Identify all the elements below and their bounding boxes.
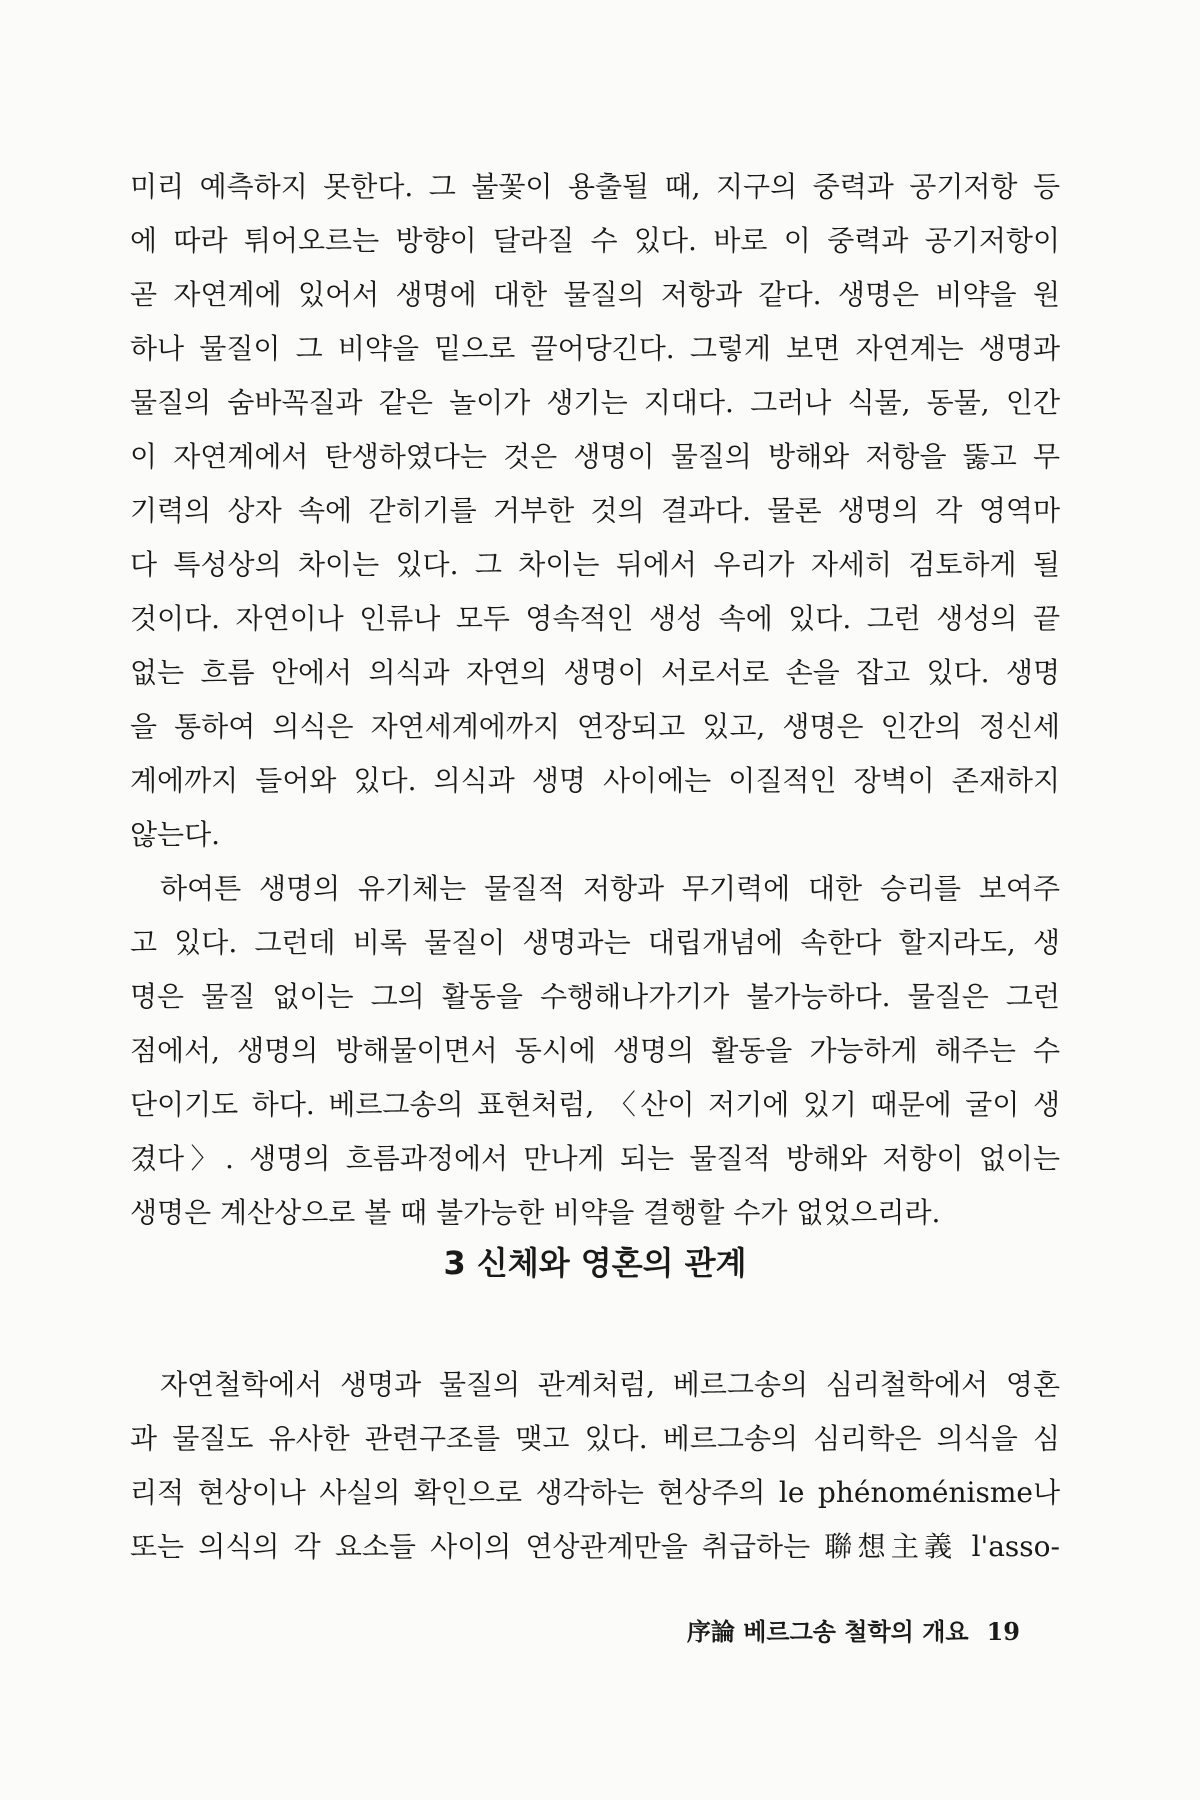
text-line: 단이기도 하다. 베르그송의 표현처럼, 〈산이 저기에 있기 때문에 굴이 생: [130, 1088, 1060, 1121]
text-line: 기력의 상자 속에 갇히기를 거부한 것의 결과다. 물론 생명의 각 영역마: [130, 494, 1060, 527]
text-line: 미리 예측하지 못한다. 그 불꽃이 용출될 때, 지구의 중력과 공기저항 등: [130, 170, 1060, 203]
text-line: 생명은 계산상으로 볼 때 불가능한 비약을 결행할 수가 없었으리라.: [130, 1196, 941, 1229]
text-line: 자연철학에서 생명과 물질의 관계처럼, 베르그송의 심리철학에서 영혼: [160, 1368, 1060, 1401]
text-line: 을 통하여 의식은 자연세계에까지 연장되고 있고, 생명은 인간의 정신세: [130, 710, 1060, 743]
text-line: 없는 흐름 안에서 의식과 자연의 생명이 서로서로 손을 잡고 있다. 생명: [130, 656, 1060, 689]
paragraph-1: [130, 160, 1060, 862]
section-heading: 3 신체와 영혼의 관계: [443, 1244, 747, 1282]
text-line: 과 물질도 유사한 관련구조를 맺고 있다. 베르그송의 심리학은 의식을 심: [130, 1422, 1060, 1455]
body-text: [130, 160, 1060, 1240]
text-line: 하여튼 생명의 유기체는 물질적 저항과 무기력에 대한 승리를 보여주: [160, 872, 1060, 905]
text-line: 고 있다. 그런데 비록 물질이 생명과는 대립개념에 속한다 할지라도, 생: [130, 926, 1060, 959]
text-line: 이 자연계에서 탄생하였다는 것은 생명이 물질의 방해와 저항을 뚫고 무: [130, 440, 1060, 473]
text-line: 겼다〉. 생명의 흐름과정에서 만나게 되는 물질적 방해와 저항이 없이는: [130, 1142, 1060, 1175]
text-line: 않는다.: [130, 818, 221, 851]
page-footer: [687, 1612, 1020, 1652]
text-line: 리적 현상이나 사실의 확인으로 생각하는 현상주의 le phénoménisme나: [130, 1476, 1060, 1509]
text-line: 곧 자연계에 있어서 생명에 대한 물질의 저항과 같다. 생명은 비약을 원: [130, 278, 1060, 311]
paragraph-3: [130, 1358, 1060, 1574]
text-line: 또는 의식의 각 요소들 사이의 연상관계만을 취급하는 聯想主義 l'asso-: [130, 1530, 1060, 1563]
text-line: 에 따라 튀어오르는 방향이 달라질 수 있다. 바로 이 중력과 공기저항이: [130, 224, 1060, 257]
paragraph-2: [130, 862, 1060, 1240]
text-line: 점에서, 생명의 방해물이면서 동시에 생명의 활동을 가능하게 해주는 수: [130, 1034, 1060, 1067]
text-line: 다 특성상의 차이는 있다. 그 차이는 뒤에서 우리가 자세히 검토하게 될: [130, 548, 1060, 581]
text-line: 것이다. 자연이나 인류나 모두 영속적인 생성 속에 있다. 그런 생성의 끝: [130, 602, 1060, 635]
text-line: 물질의 숨바꼭질과 같은 놀이가 생기는 지대다. 그러나 식물, 동물, 인간: [130, 386, 1060, 419]
text-line: 명은 물질 없이는 그의 활동을 수행해나가기가 불가능하다. 물질은 그런: [130, 980, 1060, 1013]
page-number: 19: [986, 1617, 1020, 1646]
running-title: 序論 베르그송 철학의 개요: [686, 1618, 969, 1646]
text-line: 하나 물질이 그 비약을 밑으로 끌어당긴다. 그렇게 보면 자연계는 생명과: [130, 332, 1060, 365]
text-line: 계에까지 들어와 있다. 의식과 생명 사이에는 이질적인 장벽이 존재하지: [130, 764, 1060, 797]
